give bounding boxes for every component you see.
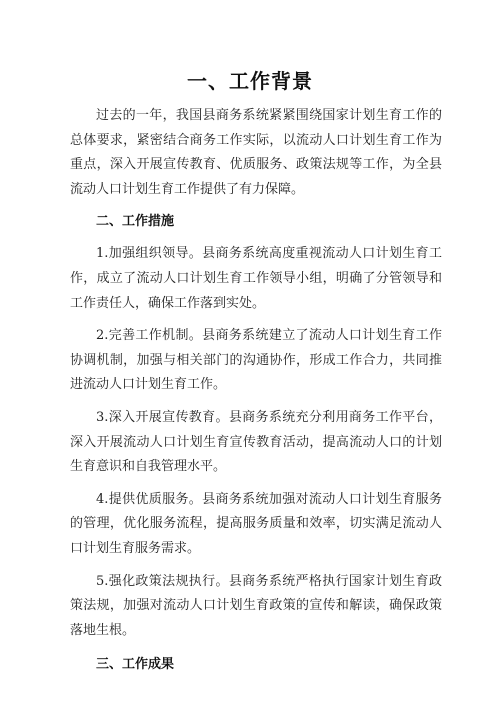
section-heading-results: 三、工作成果: [96, 657, 175, 673]
measure-paragraph-5: 5.强化政策法规执行。县商务系统严格执行国家计划生育政策法规，加强对流动人口计划生育政策的宣传和解读，确保政策落地生根。: [70, 573, 442, 638]
section-heading-measures: 二、工作措施: [96, 214, 175, 230]
document-title: 一、工作背景: [187, 69, 313, 93]
measure-paragraph-3: 3.深入开展宣传教育。县商务系统充分利用商务工作平台，深入开展流动人口计划生育宣传教育活动，提高流动人口的计划生育意识和自我管理水平。: [70, 409, 442, 475]
measure-paragraph-4: 4.提供优质服务。县商务系统加强对流动人口计划生育服务的管理，优化服务流程，提高服务质量和效率，切实满足流动人口计划生育服务需求。: [70, 491, 442, 556]
intro-paragraph: 过去的一年，我国县商务系统紧紧围绕国家计划生育工作的总体要求，紧密结合商务工作实际，以流动人口计划生育工作为重点，深入开展宣传教育、优质服务、政策法规等工作，为全县流动人口计划生育工作提供了有力保障。: [70, 108, 442, 197]
measure-paragraph-1: 1.加强组织领导。县商务系统高度重视流动人口计划生育工作，成立了流动人口计划生育工作领导小组，明确了分管领导和工作责任人，确保工作落到实处。: [70, 246, 442, 311]
measure-paragraph-2: 2.完善工作机制。县商务系统建立了流动人口计划生育工作协调机制，加强与相关部门的沟通协作，形成工作合力，共同推进流动人口计划生育工作。: [70, 328, 442, 393]
document-body: [70, 104, 442, 685]
